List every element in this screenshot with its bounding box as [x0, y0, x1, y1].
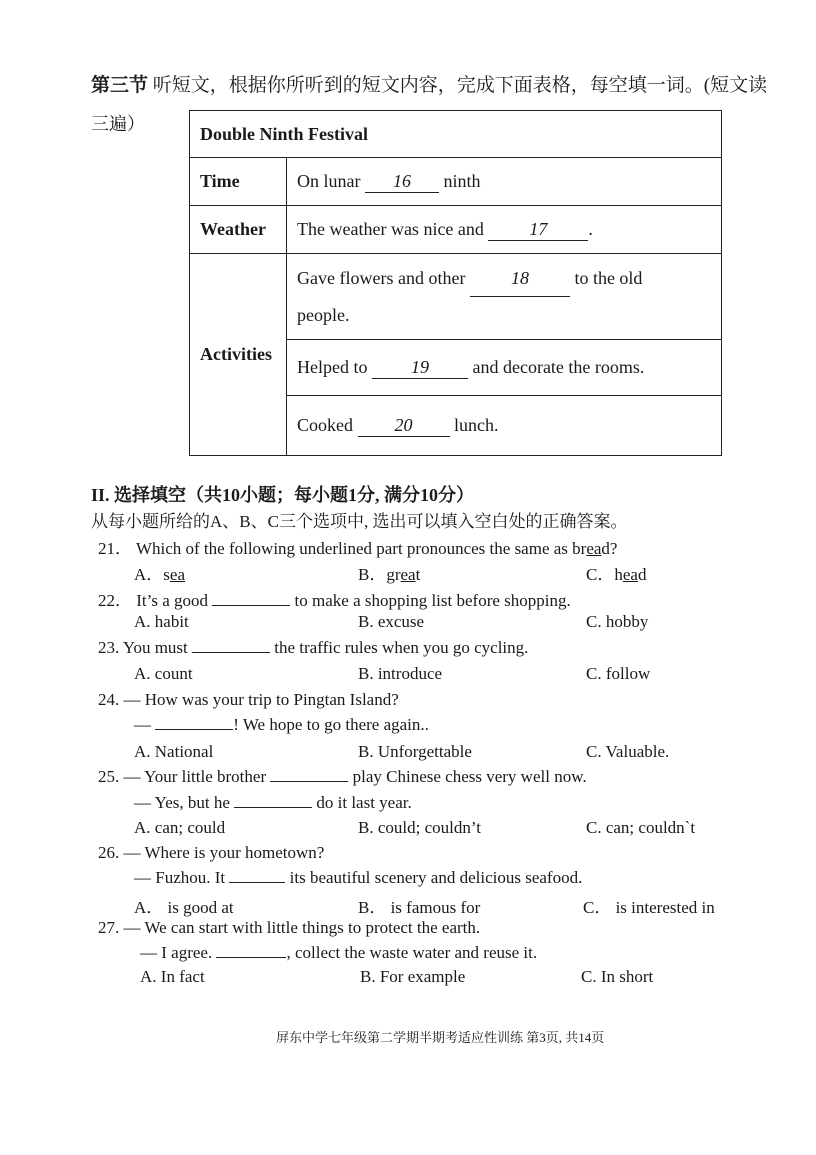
weather-label: Weather	[190, 206, 287, 254]
q25-option-c[interactable]: C. can; couldn`t	[586, 818, 696, 837]
section3-instruction	[91, 70, 767, 97]
question-25-reply: — Yes, but he do it last year.	[134, 793, 412, 812]
q22-option-c[interactable]: C. hobby	[586, 612, 649, 631]
question-24-reply: — ! We hope to go there again..	[134, 715, 429, 734]
q26-option-c[interactable]: C． is interested in	[583, 898, 715, 917]
blank-16[interactable]: 16	[365, 171, 439, 193]
q22-option-a[interactable]: A. habit	[134, 612, 189, 631]
blank-18[interactable]: 18	[470, 260, 570, 297]
question-27-reply: — I agree. , collect the waste water and reuse it.	[140, 943, 538, 962]
q26-option-a[interactable]: A． is good at	[134, 898, 234, 917]
answer-blank[interactable]	[192, 638, 270, 653]
q27-option-a[interactable]: A. In fact	[140, 967, 205, 986]
q23-option-c[interactable]: C. follow	[586, 664, 651, 683]
q27-option-b[interactable]: B. For example	[360, 967, 466, 986]
answer-blank[interactable]	[155, 715, 233, 730]
q23-option-a[interactable]: A. count	[134, 664, 193, 683]
q22-option-b[interactable]: B. excuse	[358, 612, 425, 631]
activity-2-cell: Helped to 19 and decorate the rooms.	[287, 340, 722, 396]
q24-option-b[interactable]: B. Unforgettable	[358, 742, 472, 761]
time-cell: On lunar 16 ninth	[287, 158, 722, 206]
q25-option-a[interactable]: A. can; could	[134, 818, 226, 837]
section2-subtitle: 从每小题所给的A、B、C三个选项中, 选出可以填入空白处的正确答案。	[91, 512, 628, 531]
q21-option-c[interactable]: C．head	[586, 565, 647, 584]
q21-option-a[interactable]: A．sea	[134, 565, 185, 584]
answer-blank[interactable]	[216, 943, 286, 958]
weather-cell: The weather was nice and 17 .	[287, 206, 722, 254]
activities-label: Activities	[190, 254, 287, 456]
question-23: 23. You must the traffic rules when you go cycling.	[98, 638, 529, 657]
q24-option-a[interactable]: A. National	[134, 742, 214, 761]
question-26-reply: — Fuzhou. It its beautiful scenery and delicious seafood.	[134, 868, 583, 887]
blank-19[interactable]: 19	[372, 357, 468, 379]
q21-option-b[interactable]: B．great	[358, 565, 421, 584]
blank-20[interactable]: 20	[358, 415, 450, 437]
q26-option-b[interactable]: B． is famous for	[358, 898, 481, 917]
question-21: 21． Which of the following underlined part pronounces the same as bread?	[98, 539, 618, 558]
answer-blank[interactable]	[234, 793, 312, 808]
question-27: 27. — We can start with little things to protect the earth.	[98, 918, 481, 937]
answer-blank[interactable]	[212, 591, 290, 606]
section3-label: 第三节	[91, 75, 149, 96]
page-footer: 屏东中学七年级第二学期半期考适应性训练 第3页, 共14页	[276, 1030, 605, 1045]
question-26: 26. — Where is your hometown?	[98, 843, 325, 862]
q23-option-b[interactable]: B. introduce	[358, 664, 443, 683]
activity-1-cell: Gave flowers and other 18 to the old people.	[287, 254, 722, 340]
activity-3-cell: Cooked 20 lunch.	[287, 396, 722, 456]
festival-table	[189, 110, 722, 456]
answer-blank[interactable]	[229, 868, 285, 883]
question-25: 25. — Your little brother play Chinese chess very well now.	[98, 767, 587, 786]
question-22: 22． It’s a good to make a shopping list before shopping.	[98, 591, 571, 610]
answer-blank[interactable]	[270, 767, 348, 782]
question-24: 24. — How was your trip to Pingtan Island?	[98, 690, 399, 709]
q25-option-b[interactable]: B. could; couldn’t	[358, 818, 481, 837]
section2-title: II. 选择填空（共10小题；每小题1分, 满分10分）	[91, 485, 475, 505]
table-title: Double Ninth Festival	[190, 111, 722, 158]
section3-text: 听短文，根据你所听到的短文内容，完成下面表格，每空填一词。(短文读	[152, 75, 768, 96]
section3-instruction-cont: 三遍）	[91, 114, 145, 134]
time-label: Time	[190, 158, 287, 206]
q24-option-c[interactable]: C. Valuable.	[586, 742, 670, 761]
q27-option-c[interactable]: C. In short	[581, 967, 654, 986]
blank-17[interactable]: 17	[488, 219, 588, 241]
